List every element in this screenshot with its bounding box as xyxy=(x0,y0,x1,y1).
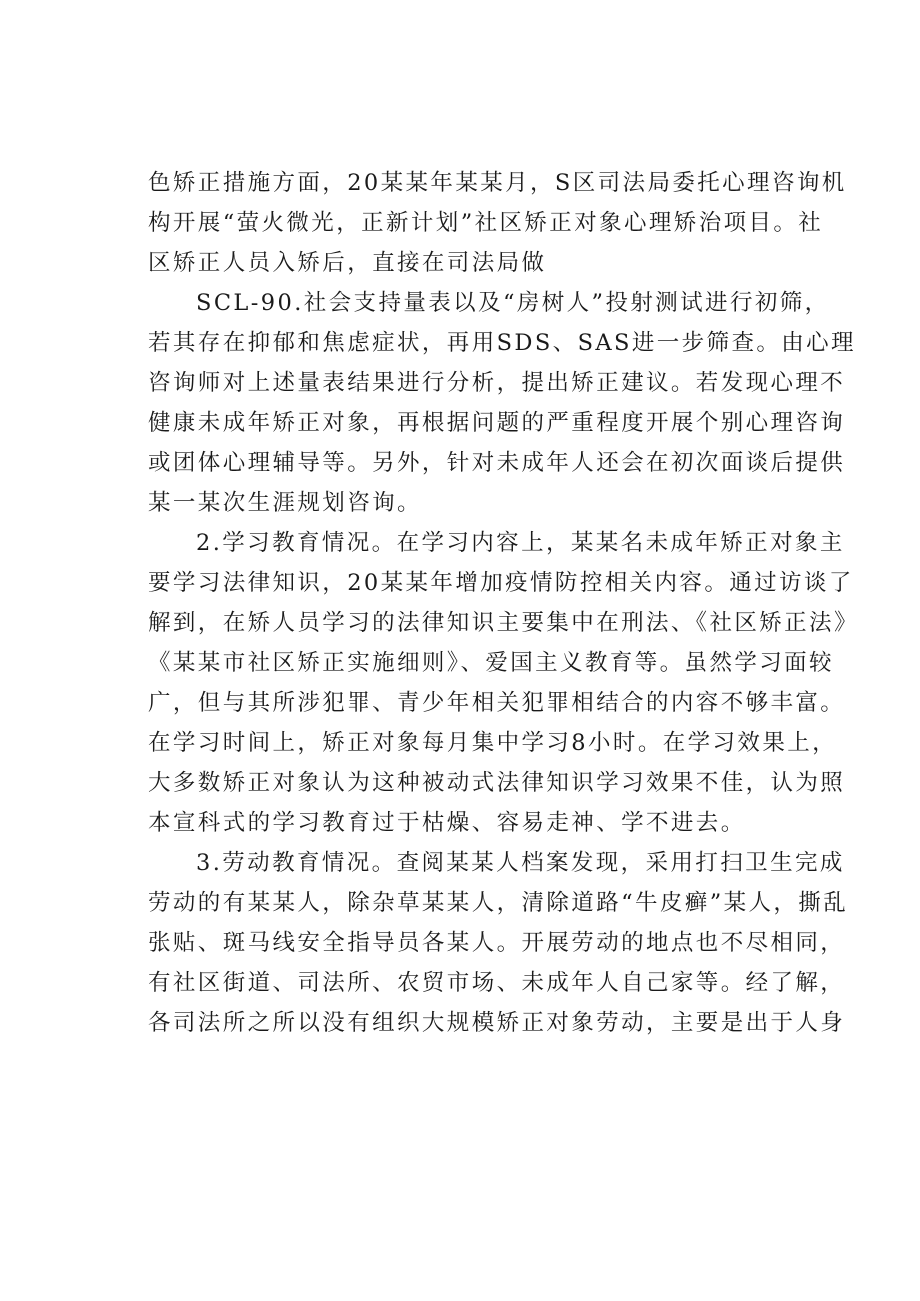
text-line: 3.劳动教育情况。查阅某某人档案发现，采用打扫卫生完成 xyxy=(196,850,845,876)
text-line: 区矫正人员入矫后，直接在司法局做 xyxy=(148,250,547,276)
text-line: 有社区街道、司法所、农贸市场、未成年人自己家等。经了解， xyxy=(148,970,846,996)
text-line: 色矫正措施方面，20某某年某某月，S区司法局委托心理咨询机 xyxy=(148,170,847,196)
text-line: 咨询师对上述量表结果进行分析，提出矫正建议。若发现心理不 xyxy=(148,370,846,396)
text-line: 劳动的有某某人，除杂草某某人，清除道路“牛皮癣”某人，撕乱 xyxy=(148,890,849,916)
text-line: 《某某市社区矫正实施细则》、爱国主义教育等。虽然学习面较 xyxy=(148,650,834,676)
text-line: 广，但与其所涉犯罪、青少年相关犯罪相结合的内容不够丰富。 xyxy=(148,690,846,716)
text-line: 构开展“萤火微光，正新计划”社区矫正对象心理矫治项目。社 xyxy=(148,210,824,236)
text-line: 在学习时间上，矫正对象每月集中学习8小时。在学习效果上， xyxy=(148,730,838,756)
text-line: 解到，在矫人员学习的法律知识主要集中在刑法、《社区矫正法》 xyxy=(148,610,859,636)
text-line: 张贴、斑马线安全指导员各某人。开展劳动的地点也不尽相同， xyxy=(148,930,846,956)
text-line: 本宣科式的学习教育过于枯燥、容易走神、学不进去。 xyxy=(148,810,746,836)
text-line: 若其存在抑郁和焦虑症状，再用SDS、SAS进一步筛查。由心理 xyxy=(148,330,856,356)
text-line: 2.学习教育情况。在学习内容上，某某名未成年矫正对象主 xyxy=(196,530,845,556)
text-line: SCL-90.社会支持量表以及“房树人”投射测试进行初筛， xyxy=(196,290,830,316)
text-line: 大多数矫正对象认为这种被动式法律知识学习效果不佳，认为照 xyxy=(148,770,846,796)
text-line: 或团体心理辅导等。另外，针对未成年人还会在初次面谈后提供 xyxy=(148,450,846,476)
text-line: 各司法所之所以没有组织大规模矫正对象劳动，主要是出于人身 xyxy=(148,1010,846,1036)
text-line: 某一某次生涯规划咨询。 xyxy=(148,490,422,516)
text-line: 健康未成年矫正对象，再根据问题的严重程度开展个别心理咨询 xyxy=(148,410,846,436)
text-line: 要学习法律知识，20某某年增加疫情防控相关内容。通过访谈了 xyxy=(148,570,854,596)
